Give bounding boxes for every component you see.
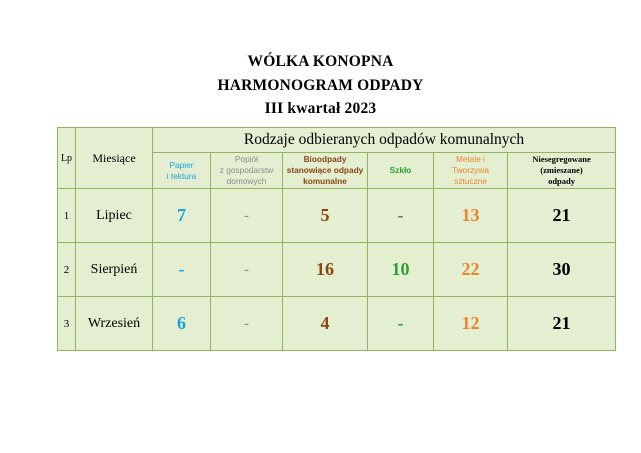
- collection-day-glass: [368, 243, 434, 297]
- row-number: 2: [58, 243, 76, 297]
- header-type-mixed: [508, 153, 616, 189]
- header-row-top: [58, 128, 616, 153]
- collection-day-value: 7: [177, 205, 186, 225]
- collection-day-value: 6: [177, 313, 186, 333]
- document-title: [0, 50, 641, 121]
- collection-day-value: -: [244, 261, 249, 278]
- header-type-paper: [153, 153, 211, 189]
- header-type-line: Tworzywa: [452, 165, 489, 175]
- row-number: 1: [58, 189, 76, 243]
- collection-day-value: 13: [461, 205, 480, 225]
- collection-day-value: 21: [552, 205, 571, 225]
- header-month: Miesiące: [76, 128, 153, 189]
- header-type-line: Niesegregowane: [532, 154, 591, 164]
- collection-day-metal: [434, 297, 508, 351]
- header-type-bio: [283, 153, 368, 189]
- collection-day-value: 12: [461, 313, 480, 333]
- table-row: [58, 297, 616, 351]
- header-type-line: stanowiące odpady: [286, 165, 364, 175]
- header-type-metal: [434, 153, 508, 189]
- table-row: [58, 243, 616, 297]
- collection-day-paper: [153, 189, 211, 243]
- collection-day-value: 30: [552, 259, 571, 279]
- header-type-line: z gospodarstw: [219, 165, 274, 175]
- collection-day-value: -: [397, 313, 404, 333]
- collection-day-value: 10: [391, 259, 410, 279]
- collection-day-bio: [283, 297, 368, 351]
- collection-day-bio: [283, 189, 368, 243]
- header-type-line: i tektura: [166, 170, 197, 181]
- collection-day-mixed: [508, 297, 616, 351]
- collection-day-value: -: [244, 207, 249, 224]
- title-schedule: HARMONOGRAM ODPADY: [217, 76, 424, 94]
- collection-day-paper: [153, 243, 211, 297]
- collection-day-value: 5: [320, 205, 330, 225]
- collection-day-paper: [153, 297, 211, 351]
- collection-day-value: 16: [316, 259, 334, 279]
- collection-day-value: 21: [552, 313, 571, 333]
- header-type-line: komunalne: [303, 176, 347, 186]
- header-waste-types: Rodzaje odbieranych odpadów komunalnych: [153, 128, 616, 153]
- collection-day-value: 4: [320, 313, 330, 333]
- collection-day-mixed: [508, 243, 616, 297]
- row-number: 3: [58, 297, 76, 351]
- collection-day-ash: [211, 243, 283, 297]
- collection-day-metal: [434, 243, 508, 297]
- collection-day-metal: [434, 189, 508, 243]
- collection-day-value: 22: [461, 259, 480, 279]
- header-type-line: Bioodpady: [303, 154, 347, 164]
- row-month: Wrzesień: [76, 297, 153, 351]
- row-month: Sierpień: [76, 243, 153, 297]
- collection-day-mixed: [508, 189, 616, 243]
- header-type-line: odpady: [548, 176, 575, 186]
- title-village: WÓLKA KONOPNA: [247, 53, 394, 70]
- header-type-line: Popiół: [234, 154, 259, 164]
- collection-day-ash: [211, 297, 283, 351]
- collection-day-glass: [368, 189, 434, 243]
- header-type-glass: [368, 153, 434, 189]
- collection-day-bio: [283, 243, 368, 297]
- table-row: [58, 189, 616, 243]
- collection-day-ash: [211, 189, 283, 243]
- title-quarter: III kwartał 2023: [264, 100, 377, 117]
- header-type-line: Szkło: [389, 165, 412, 175]
- collection-day-value: -: [178, 259, 185, 279]
- header-type-line: (zmieszane): [540, 165, 583, 175]
- header-type-ash: [211, 153, 283, 189]
- header-type-line: sztuczne: [454, 176, 487, 186]
- collection-day-glass: [368, 297, 434, 351]
- header-type-line: Metale i: [455, 154, 486, 164]
- header-lp: Lp: [58, 128, 76, 189]
- header-type-line: domowych: [226, 176, 267, 186]
- row-month: Lipiec: [76, 189, 153, 243]
- collection-day-value: -: [397, 205, 404, 225]
- waste-schedule-table: [57, 127, 616, 351]
- header-type-line: Papier: [169, 159, 194, 170]
- collection-day-value: -: [244, 315, 249, 332]
